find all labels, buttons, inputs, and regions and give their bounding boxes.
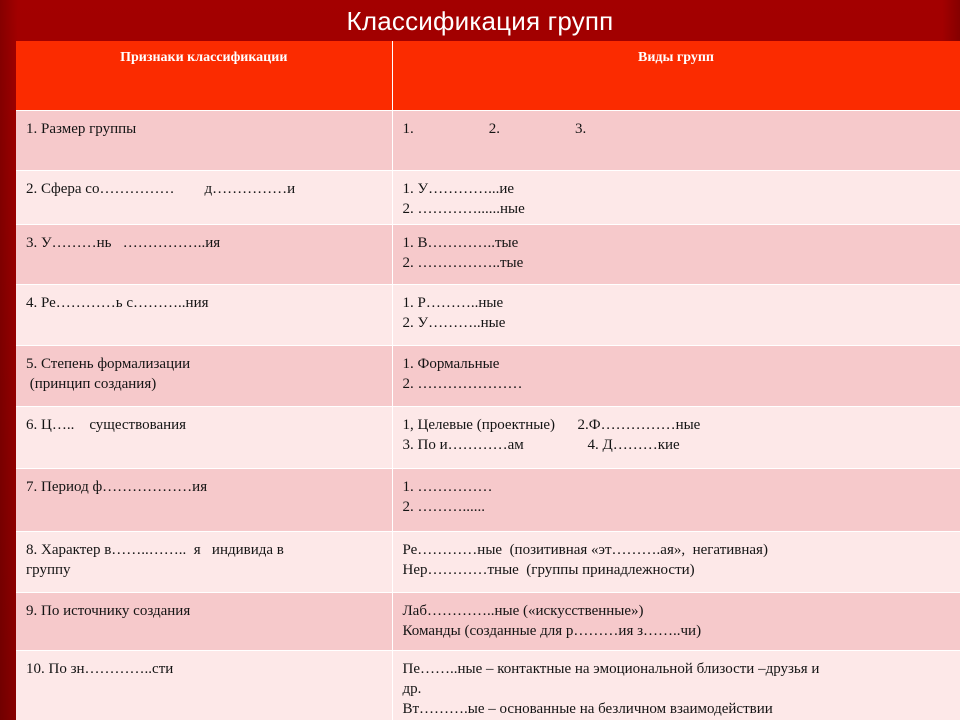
criterion-text: 2. Сфера со…………… д……………и xyxy=(26,181,296,197)
table-row xyxy=(16,469,960,532)
group-type-text: 1. Р………..ные xyxy=(402,295,504,311)
header-criteria: Признаки классификации xyxy=(16,41,392,111)
group-type-text: 1. У…………...ие xyxy=(402,181,515,197)
criterion-text: 9. По источнику создания xyxy=(26,603,191,619)
group-type-text: Лаб…………..ные («искусственные») xyxy=(402,603,644,619)
table-row xyxy=(16,407,960,469)
criterion-cell xyxy=(16,285,392,346)
criterion-cell xyxy=(16,407,392,469)
group-type-text: Ре…………ные (позитивная «эт……….ая», негативная) xyxy=(402,542,768,558)
group-types-cell xyxy=(392,111,960,171)
table-row xyxy=(16,111,960,171)
table-body xyxy=(16,111,960,720)
group-type-text: Нер…………тные (группы принадлежности) xyxy=(402,562,695,578)
group-types-cell xyxy=(392,171,960,225)
table-header-row xyxy=(16,41,960,111)
group-types-cell xyxy=(392,532,960,593)
group-type-text: Команды (созданные для р………ия з……..чи) xyxy=(402,623,702,639)
criterion-text: 4. Ре…………ь с………..ния xyxy=(26,295,209,311)
table-row xyxy=(16,171,960,225)
criterion-cell xyxy=(16,111,392,171)
group-type-text: 1. В…………..тые xyxy=(402,235,519,251)
group-type-text: 2. …………......ные xyxy=(402,201,525,217)
criterion-text: 1. Размер группы xyxy=(26,121,137,137)
group-type-text: 1. 2. 3. xyxy=(402,121,587,137)
table-row xyxy=(16,285,960,346)
criterion-text: (принцип создания) xyxy=(26,376,157,392)
group-type-text: Вт……….ые – основанные на безличном взаимодействии xyxy=(402,701,773,717)
group-types-cell xyxy=(392,593,960,651)
criterion-cell xyxy=(16,532,392,593)
group-type-text: 2. ………...... xyxy=(402,499,485,515)
group-type-text: 2. ……………..тые xyxy=(402,255,524,271)
table-row xyxy=(16,651,960,720)
criterion-cell xyxy=(16,651,392,720)
criterion-text: 5. Степень формализации xyxy=(26,356,191,372)
group-types-cell xyxy=(392,225,960,285)
group-type-text: 1, Целевые (проектные) 2.Ф……………ные xyxy=(402,417,701,433)
table-row xyxy=(16,346,960,407)
criterion-cell xyxy=(16,469,392,532)
group-types-cell xyxy=(392,651,960,720)
criterion-cell xyxy=(16,346,392,407)
slide-title: Классификация групп xyxy=(346,6,614,36)
table-row xyxy=(16,225,960,285)
criterion-text: 7. Период ф………………ия xyxy=(26,479,208,495)
criterion-cell xyxy=(16,225,392,285)
classification-table-container xyxy=(16,41,960,720)
group-types-cell xyxy=(392,469,960,532)
header-group-types: Виды групп xyxy=(392,41,960,111)
group-type-text: 2. ………………… xyxy=(402,376,523,392)
group-type-text: 1. Формальные xyxy=(402,356,500,372)
table-row xyxy=(16,593,960,651)
group-type-text: Пе……..ные – контактные на эмоциональной близости –друзья и xyxy=(402,661,820,677)
group-type-text: др. xyxy=(402,681,422,697)
group-type-text: 2. У………..ные xyxy=(402,315,506,331)
criterion-cell xyxy=(16,593,392,651)
criterion-text: 8. Характер в……..…….. я индивида в xyxy=(26,542,284,558)
criterion-text: группу xyxy=(26,562,71,578)
classification-table xyxy=(16,41,960,720)
group-types-cell xyxy=(392,346,960,407)
criterion-text: 3. У………нь ……………..ия xyxy=(26,235,221,251)
group-type-text: 1. …………… xyxy=(402,479,493,495)
criterion-cell xyxy=(16,171,392,225)
criterion-text: 6. Ц….. существования xyxy=(26,417,187,433)
criterion-text: 10. По зн…………..сти xyxy=(26,661,174,677)
group-types-cell xyxy=(392,407,960,469)
group-type-text: 3. По и…………ам 4. Д………кие xyxy=(402,437,680,453)
table-row xyxy=(16,532,960,593)
group-types-cell xyxy=(392,285,960,346)
